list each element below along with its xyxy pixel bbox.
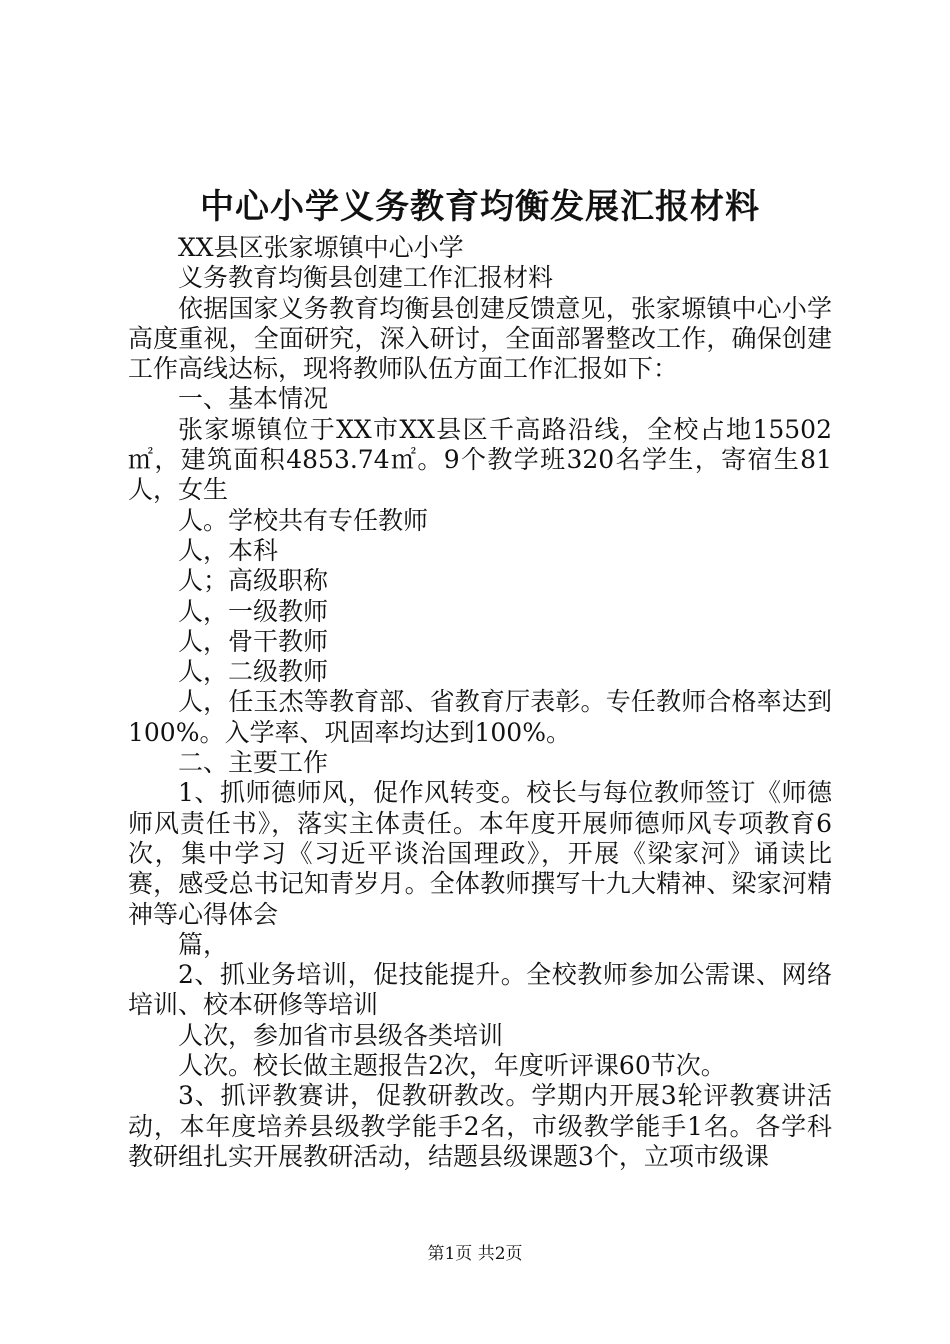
body-paragraph: 张家塬镇位于XX市XX县区千高路沿线，全校占地15502㎡，建筑面积4853.74㎡。9个教学班320名学生，寄宿生81人，女生 <box>128 414 832 505</box>
body-paragraph: 人，骨干教师 <box>178 626 329 656</box>
document-body <box>128 233 832 1172</box>
body-paragraph: 义务教育均衡县创建工作汇报材料 <box>178 263 554 293</box>
body-paragraph: 篇， <box>178 929 229 959</box>
body-paragraph: 人，一级教师 <box>178 596 329 626</box>
page-number: 第1页 <box>427 1244 473 1264</box>
body-paragraph: XX县区张家塬镇中心小学 <box>178 233 464 262</box>
body-paragraph: 人；高级职称 <box>178 566 329 596</box>
body-paragraph: 依据国家义务教育均衡县创建反馈意见，张家塬镇中心小学高度重视，全面研究，深入研讨，全面部署整改工作，确保创建工作高线达标，现将教师队伍方面工作汇报如下： <box>128 293 832 384</box>
page-footer <box>0 1243 950 1265</box>
body-paragraph: 人次，参加省市县级各类培训 <box>178 1020 504 1050</box>
body-paragraph: 2、抓业务培训，促技能提升。全校教师参加公需课、网络培训、校本研修等培训 <box>128 960 832 1020</box>
section-heading: 二、主要工作 <box>178 748 329 778</box>
document-page <box>128 0 832 1344</box>
section-heading: 一、基本情况 <box>178 384 329 414</box>
body-paragraph: 人，任玉杰等教育部、省教育厅表彰。专任教师合格率达到100%。入学率、巩固率均达到100%。 <box>128 687 832 747</box>
body-paragraph: 人，本科 <box>178 535 279 565</box>
page-total: 共2页 <box>477 1244 523 1264</box>
document-title: 中心小学义务教育均衡发展汇报材料 <box>200 187 760 227</box>
body-paragraph: 人次。校长做主题报告2次，年度听评课60节次。 <box>178 1051 726 1081</box>
body-paragraph: 1、抓师德师风，促作风转变。校长与每位教师签订《师德师风责任书》，落实主体责任。本年度开展师德师风专项教育6次，集中学习《习近平谈治国理政》，开展《梁家河》诵读比赛，感受总书记知青岁月。全体教师撰写十九大精神、梁家河精神等心得体会 <box>128 778 832 929</box>
body-paragraph: 人。学校共有专任教师 <box>178 505 429 535</box>
body-paragraph: 人，二级教师 <box>178 657 329 687</box>
body-paragraph: 3、抓评教赛讲，促教研教改。学期内开展3轮评教赛讲活动，本年度培养县级教学能手2名，市级教学能手1名。各学科教研组扎实开展教研活动，结题县级课题3个，立项市级课 <box>128 1081 832 1171</box>
